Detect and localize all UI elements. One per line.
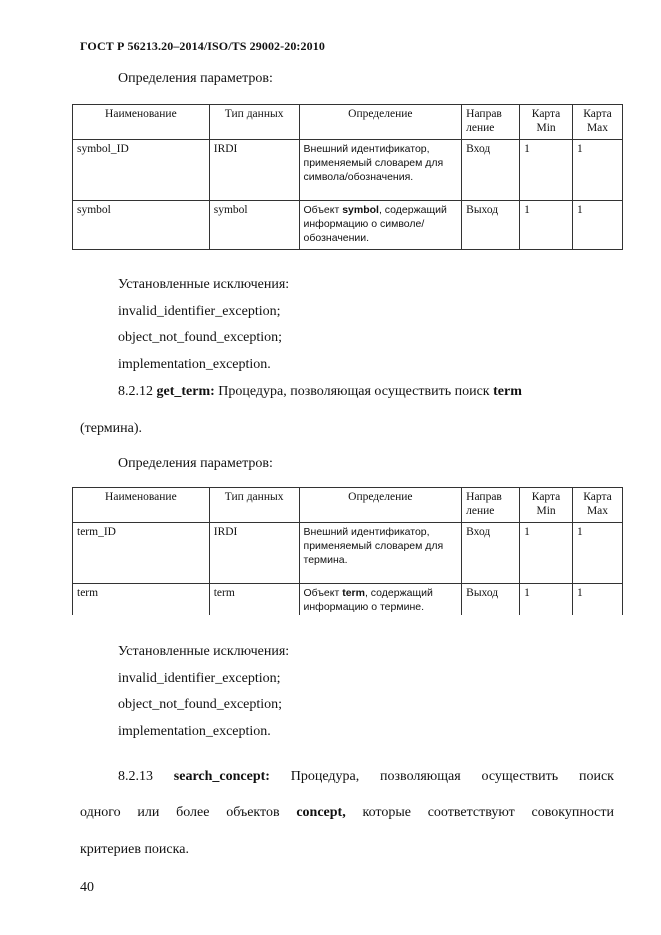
cell-definition: Внешний идентификатор, применяемый словарем для символа/обозначения. xyxy=(299,140,462,201)
table-row xyxy=(73,140,623,201)
exception-item: implementation_exception. xyxy=(118,724,271,739)
cell-definition xyxy=(299,201,462,250)
column-header: Тип данных xyxy=(209,105,299,140)
object-name: concept, xyxy=(296,805,346,820)
cell-name: symbol_ID xyxy=(73,140,210,201)
cell-name: term xyxy=(73,584,210,616)
word: позволяющая xyxy=(380,769,461,784)
exception-item: invalid_identifier_exception; xyxy=(118,671,281,686)
procedure-name: search_concept: xyxy=(173,769,270,784)
table-row xyxy=(73,201,623,250)
document-header: ГОСТ Р 56213.20–2014/ISO/TS 29002-20:2010 xyxy=(80,39,325,53)
column-header: Определение xyxy=(299,488,462,523)
parameters-table-term-wrapper xyxy=(72,487,624,615)
cell-min: 1 xyxy=(520,584,573,616)
word: или xyxy=(137,805,160,820)
cell-min: 1 xyxy=(520,201,573,250)
definition-object-name: term xyxy=(342,587,365,599)
cell-max: 1 xyxy=(573,140,623,201)
word: соответствуют xyxy=(427,805,515,820)
procedure-name: get_term: xyxy=(156,384,215,399)
cell-direction: Выход xyxy=(462,201,520,250)
clause-8-2-12 xyxy=(118,384,522,400)
clause-continuation: (термина). xyxy=(80,421,143,436)
definition-text: , содержащий информацию о термине. xyxy=(303,587,433,613)
word: поиск xyxy=(578,769,614,784)
parameters-caption: Определения параметров: xyxy=(118,456,273,471)
parameters-table-term xyxy=(72,487,623,615)
table-row xyxy=(73,584,623,616)
cell-direction: Выход xyxy=(462,584,520,616)
cell-max: 1 xyxy=(573,201,623,250)
exception-item: object_not_found_exception; xyxy=(118,697,283,712)
definition-text: Объект xyxy=(303,587,343,599)
cell-max: 1 xyxy=(573,584,623,616)
cell-definition: Внешний идентификатор, применяемый словарем для термина. xyxy=(299,523,462,584)
word: осуществить xyxy=(481,769,559,784)
word: объектов xyxy=(226,805,280,820)
clause-8-2-13-line-1 xyxy=(118,769,614,785)
cell-direction: Вход xyxy=(462,523,520,584)
cell-name: term_ID xyxy=(73,523,210,584)
cell-min: 1 xyxy=(520,523,573,584)
cell-direction: Вход xyxy=(462,140,520,201)
parameters-table-symbol xyxy=(72,104,623,250)
column-header: Карта Max xyxy=(573,488,623,523)
clause-number: 8.2.13 xyxy=(118,769,153,784)
cell-type: symbol xyxy=(209,201,299,250)
page-number: 40 xyxy=(80,880,94,895)
cell-max: 1 xyxy=(573,523,623,584)
column-header: Тип данных xyxy=(209,488,299,523)
cell-name: symbol xyxy=(73,201,210,250)
column-header: Наименование xyxy=(73,488,210,523)
column-header: Направ ление xyxy=(462,105,520,140)
cell-type: IRDI xyxy=(209,523,299,584)
cell-type: IRDI xyxy=(209,140,299,201)
exceptions-title: Установленные исключения: xyxy=(118,277,290,292)
column-header: Направ ление xyxy=(462,488,520,523)
cell-min: 1 xyxy=(520,140,573,201)
cell-type: term xyxy=(209,584,299,616)
column-header: Наименование xyxy=(73,105,210,140)
exception-item: object_not_found_exception; xyxy=(118,330,283,345)
exception-item: implementation_exception. xyxy=(118,357,271,372)
word: совокупности xyxy=(531,805,614,820)
clause-8-2-13-line-2 xyxy=(80,805,614,821)
column-header: Карта Min xyxy=(520,105,573,140)
clause-number: 8.2.12 xyxy=(118,384,157,399)
parameters-caption: Определения параметров: xyxy=(118,71,273,86)
column-header: Определение xyxy=(299,105,462,140)
definition-object-name: symbol xyxy=(342,204,379,216)
word: Процедура, xyxy=(290,769,360,784)
clause-text: Процедура, позволяющая осуществить поиск xyxy=(214,384,494,399)
word: одного xyxy=(80,805,121,820)
table-row xyxy=(73,523,623,584)
definition-text: Объект xyxy=(303,204,343,216)
word: которые xyxy=(362,805,411,820)
table-header-row xyxy=(73,105,623,140)
cell-definition xyxy=(299,584,462,616)
object-name: term xyxy=(493,384,522,399)
definition-text: , содержащий информацию о символе/обозначении. xyxy=(303,204,447,244)
clause-8-2-13-line-3: критериев поиска. xyxy=(80,842,189,857)
exceptions-title: Установленные исключения: xyxy=(118,644,290,659)
exception-item: invalid_identifier_exception; xyxy=(118,304,281,319)
column-header: Карта Max xyxy=(573,105,623,140)
column-header: Карта Min xyxy=(520,488,573,523)
table-header-row xyxy=(73,488,623,523)
word: более xyxy=(176,805,210,820)
